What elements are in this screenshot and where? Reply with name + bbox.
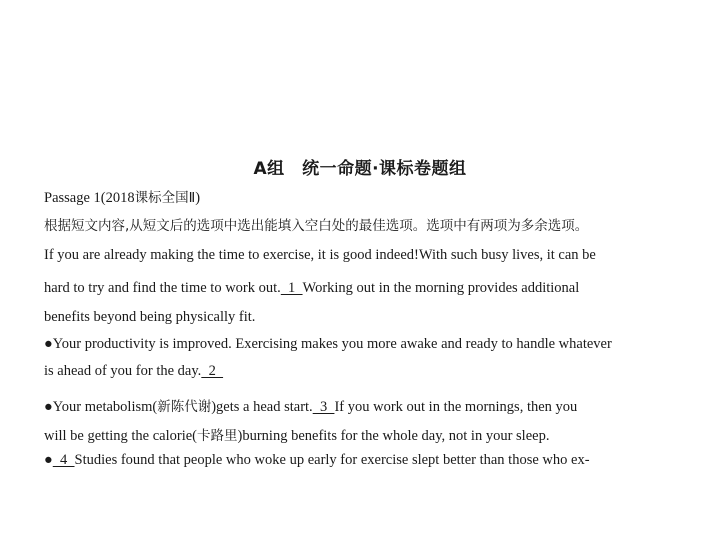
passage-label-suffix: ) (195, 190, 201, 206)
bullet2-before: ●Your metabolism( (44, 399, 158, 415)
bullet2-cjk-calorie: 卡路里 (197, 428, 238, 444)
paragraph1-line2-before: hard to try and find the time to work out. (44, 280, 281, 296)
bullet2-after: If you work out in the mornings, then you (334, 399, 578, 415)
passage-label-prefix: Passage 1(2018 (44, 190, 135, 206)
paragraph1-line3: benefits beyond being physically fit. (44, 309, 256, 325)
bullet2-line2-before: will be getting the calorie( (44, 428, 198, 444)
bullet1-line1: ●Your productivity is improved. Exercising makes you more awake and ready to handle whatever (44, 336, 612, 352)
blank-3: 3 (312, 399, 335, 415)
section-heading: A组 统一命题·课标卷题组 (253, 159, 467, 179)
paragraph1-line1: If you are already making the time to exercise, it is good indeed!With such busy lives, it can be (44, 247, 596, 263)
bullet2-middle: )gets a head start. (211, 399, 313, 415)
paragraph1-line2-after: Working out in the morning provides additional (302, 280, 580, 296)
bullet2-line1 (44, 395, 577, 416)
bullet2-cjk-metabolism: 新陈代谢 (157, 399, 212, 415)
bullet3-before: ● (44, 452, 53, 468)
bullet2-line2-after: )burning benefits for the whole day, not in your sleep. (237, 428, 550, 444)
bullet2-line2 (44, 424, 549, 445)
blank-4: 4 (52, 452, 75, 468)
bullet3-after: Studies found that people who woke up early for exercise slept better than those who ex- (74, 452, 590, 468)
bullet3-line1 (44, 452, 590, 469)
bullet1-line2 (44, 363, 223, 380)
blank-1: 1 (280, 280, 303, 296)
blank-2: 2 (201, 363, 224, 379)
paragraph1-line2 (44, 280, 579, 297)
instructions: 根据短文内容,从短文后的选项中选出能填入空白处的最佳选项。选项中有两项为多余选项。 (44, 218, 589, 234)
passage-label (44, 186, 200, 207)
bullet1-line2-text: is ahead of you for the day. (44, 363, 202, 379)
passage-label-source: 课标全国Ⅱ (134, 190, 196, 206)
